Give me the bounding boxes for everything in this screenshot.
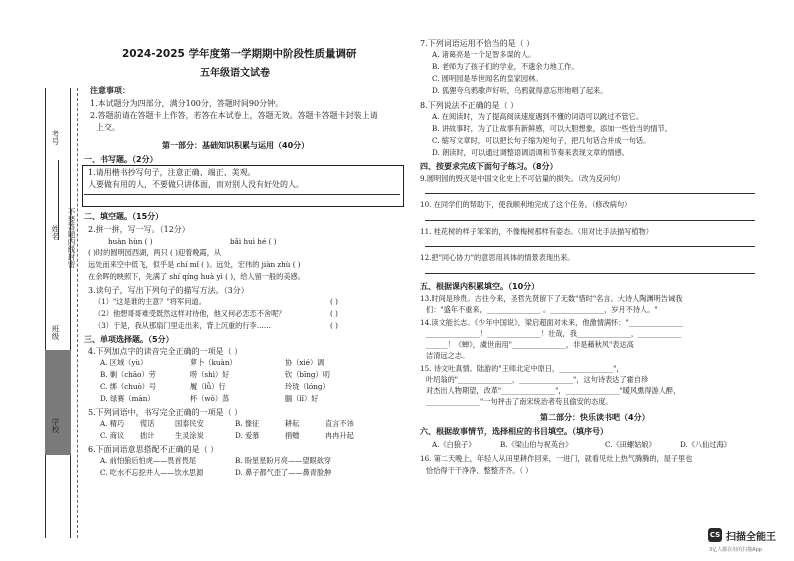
q10-answer-line[interactable] [425, 220, 755, 221]
q14-line-4: 洁清远之志。 [426, 351, 470, 360]
q8-c: C. 缩写文章时，可以把长句子缩为短句子，把几句话合并成一句话。 [432, 136, 651, 145]
q4-b-2: 唠（shì）好 [190, 370, 230, 379]
note-2: 2.答题前请在答题卡上作答，若答在本试卷上，答题无效。答题卡答题卡封装上请 [90, 111, 378, 120]
q1-title: 一、书写题。（2分） [84, 155, 158, 164]
q15-line-4: _______________"一句抨击了南宋统治者苟且偷安的态度。 [426, 397, 613, 406]
q4-b-1: B. 剿（chāo）劳 [100, 370, 156, 379]
q7-a: A. 诸葛亮是一个足智多谋的人。 [432, 50, 536, 59]
note-1: 1.本试题分为四部分，满分100分，答题时间90分钟。 [90, 99, 284, 108]
q16-line-2: 恰恰得干干净净、整整齐齐。（ ） [426, 466, 533, 475]
q1-text: 1.请用楷书抄写句子，注意正确、端正、美观。 [88, 168, 256, 177]
q5-a-2: 慌话 [140, 419, 155, 428]
q5-a-3: 国泰民安 [175, 419, 204, 428]
pinyin-2: bǎi huì hé ( ) [230, 237, 277, 246]
part1-title: 第一部分：基础知识积累与运用（40分） [162, 141, 310, 150]
q5-b-1: B. 像征 [235, 419, 260, 428]
q3-blank-3[interactable]: ( ) [330, 321, 338, 330]
q8-d: D. 朗读时，可以通过调整语调语调和节奏来表现文章的情感。 [432, 148, 629, 157]
name-label: 姓名 [51, 225, 60, 240]
exam-title: 2024-2025 学年度第一学期期中阶段性质量调研 [122, 48, 357, 60]
part6-title: 六、根据故事情节，选择相应的书目填空。（填序号） [420, 427, 608, 436]
note-3: 上交。 [96, 123, 120, 132]
seal-text: 不要答题内线封密 [67, 208, 76, 268]
q6-a: A. 前怕狼后怕虎——畏首畏尾 [100, 456, 197, 465]
q5-c-1: C. 商议 [100, 431, 125, 440]
q5-d-3: 冉冉升起 [325, 431, 354, 440]
part4-title: 四、按要求完成下面句子练习。（8分） [420, 162, 558, 171]
camscanner-name: 扫描全能王 [726, 532, 776, 543]
book-c: C.《田螺姑娘》 [605, 440, 656, 449]
book-b: B.《梁山伯与祝英台》 [500, 440, 573, 449]
exam-subtitle: 五年级语文试卷 [200, 68, 270, 79]
q11-answer-line[interactable] [425, 246, 755, 247]
q4-a-3: 协（xié）调 [285, 358, 325, 367]
q4-d-3: 腼（lǐ）好 [285, 394, 319, 403]
q13-line-1: 13.时间是珍贵。古往今来，圣哲先贤留下了无数"惜时"名言。大诗人陶渊明告诫我 [420, 294, 683, 303]
camscanner-logo-icon: CS [708, 528, 722, 542]
q5-b-3: 直言不讳 [325, 419, 354, 428]
q7-b: B. 老师为了孩子们的学业，不遗余力地工作。 [432, 62, 579, 71]
q6-text: 6.下面词语意思搭配不正确的是（ ） [88, 445, 219, 454]
q4-a-2: 萝卜（kuàn） [190, 358, 237, 367]
seal-line-band [45, 350, 71, 455]
q3-text: 3.读句子，写出下列句子的描写方法。（3分） [88, 286, 249, 295]
q5-d-2: 捐赠 [285, 431, 300, 440]
notes-title: 注意事项： [90, 86, 130, 95]
q5-c-2: 拙计 [140, 431, 155, 440]
q15-line-2: 叶绍翁的"_______________，_______________"，这句诗表达了霍自珍 [426, 375, 649, 384]
q4-c-3: 玲珑（lóng） [285, 382, 330, 391]
q1-writing-line [84, 194, 400, 195]
q2-line-1: ( )时的圆明园西湖，两只 ( )迎着晚霞，从 [88, 248, 222, 257]
q3-blank-1[interactable]: ( ) [330, 297, 338, 306]
q8-a: A. 在阅读时，为了提高阅读速度遇到不懂的词语可以跳过不管它。 [432, 112, 644, 121]
fold-line [77, 88, 78, 538]
q9-text: 9.圆明园的毁灭是中国文化史上不可估量的损失。（改为反问句） [420, 174, 625, 183]
book-a: A.《白狼子》 [432, 440, 476, 449]
part2-title: 第二部分：快乐读书吧（4分） [540, 413, 650, 422]
school-label: 学校 [51, 418, 60, 433]
q5-b-2: 耕耘 [285, 419, 300, 428]
q14-line-1: 14.读文能长志。《少年中国说》，梁启超面对未来，他激情满怀："_______________ [420, 318, 683, 327]
q6-b: B. 盼星星盼月亮——望眼欲穿 [235, 456, 332, 465]
book-d: D.《八仙过海》 [680, 440, 731, 449]
q12-text: 12.把"同心协力"的意思用具体的情景表现出来。 [420, 253, 575, 262]
q6-d: D. 鼻子都气歪了——鼻青脸肿 [235, 468, 332, 477]
q4-text: 4.下列加点字的读音完全正确的一项是（ ） [88, 347, 243, 356]
q3-blank-2[interactable]: ( ) [330, 309, 338, 318]
q15-line-3: 对杰出人物期望，改革"_______________"，_______________"暖风熏得游人醉， [426, 386, 681, 395]
q11-text: 11. 桂花树的样子笨笨的，不像梅树那样有姿态。（用对比手法描写植物） [420, 227, 653, 236]
q2-sub: 2.拼一拼，写一写。（12分） [88, 225, 190, 234]
q15-line-1: 15. 诗文吐真情。陆游的"王师北定中原日，_______________"， [420, 364, 624, 373]
q7-text: 7.下列词语运用不恰当的是（ ） [420, 39, 535, 48]
pinyin-1: huàn hùn ( ) [108, 237, 153, 246]
q5-a-1: A. 精巧 [100, 419, 125, 428]
q5-d-1: D. 爱慕 [235, 431, 260, 440]
q6-c: C. 吃水不忘挖井人——饮水思源 [100, 468, 204, 477]
q7-d: D. 狐狸夸乌鸦歌声好听，乌鸦就得意忘形地唱了起来。 [432, 86, 608, 95]
q8-b: B. 讲故事时，为了让故事有新鲜感，可以大胆想象，添加一些恰当的情节。 [432, 124, 672, 133]
mc-title: 三、单项选择题。（5分） [84, 335, 174, 344]
q8-text: 8.下列说法不正确的是（ ） [420, 101, 519, 110]
q4-a-1: A. 区域（yù） [100, 358, 148, 367]
q3-item-2: （2）他想哥哥难受既然这样对待他，他又何必恋恋不舍呢？ [94, 309, 286, 318]
q2-line-3: 在余晖的映照下，先满了 shí qíng huà yì ( )，给人留一般的美感。 [88, 272, 305, 281]
binding-strip [45, 88, 71, 538]
q14-line-3: ______！《蝉》，虞世南用"_______________，非是藉秋风"表达高 [426, 340, 634, 349]
q4-c-1: C. 绑（chuò）号 [100, 382, 157, 391]
q1-sentence: 人要做有用的人，不要做只讲体面，而对别人没有好处的人。 [88, 180, 304, 189]
q4-c-2: 履（lǚ）行 [190, 382, 226, 391]
q12-answer-line[interactable] [425, 273, 755, 274]
q10-text: 10. 在同学们的帮助下，使我顺利地完成了这个任务。（修改病句） [420, 200, 632, 209]
q4-b-3: 钦（bīng）叨 [285, 370, 330, 379]
q2-title: 二、填空题。（15分） [84, 212, 164, 221]
class-label: 班级 [51, 325, 60, 340]
q5-c-3: 生灵涂炭 [175, 431, 204, 440]
part5-title: 五、根据课内积累填空。（10分） [420, 282, 540, 291]
q3-item-3: （3）于是，我从那扇门里走出来，背上沉重的行李…… [94, 321, 272, 330]
q3-item-1: （1）"这是谁的主意？"将军问道。 [94, 297, 206, 306]
camscanner-tagline: 3亿人都在用的扫描App [709, 547, 762, 553]
q13-line-2: 们："盛年不重来，_______________ 。_______________，岁月不待人。" [426, 305, 658, 314]
q14-line-2: _______________！_______________！壮哉，我_______________，____________ [426, 329, 682, 338]
q4-d-2: 杯（wǒ）蒸 [190, 394, 230, 403]
q16-line-1: 16. 第二天晚上，年轻人从田里耕作回来，一进门，就看见灶上热气腾腾的，屋子里也 [420, 454, 693, 463]
q4-d-1: D. 绿赛（màn） [100, 394, 155, 403]
q5-text: 5.下列词语中，书写完全正确的一项是（ ） [88, 408, 243, 417]
q9-answer-line[interactable] [425, 193, 755, 194]
q7-c: C. 圆明园是举世闻名的皇家园林。 [432, 74, 543, 83]
q2-line-2: 远处而来空中低飞，似乎是 chí mǐ ( )。远处，宏伟的 jiàn zhù ( ) [88, 260, 301, 269]
student-id-label: 考号 [51, 130, 60, 145]
